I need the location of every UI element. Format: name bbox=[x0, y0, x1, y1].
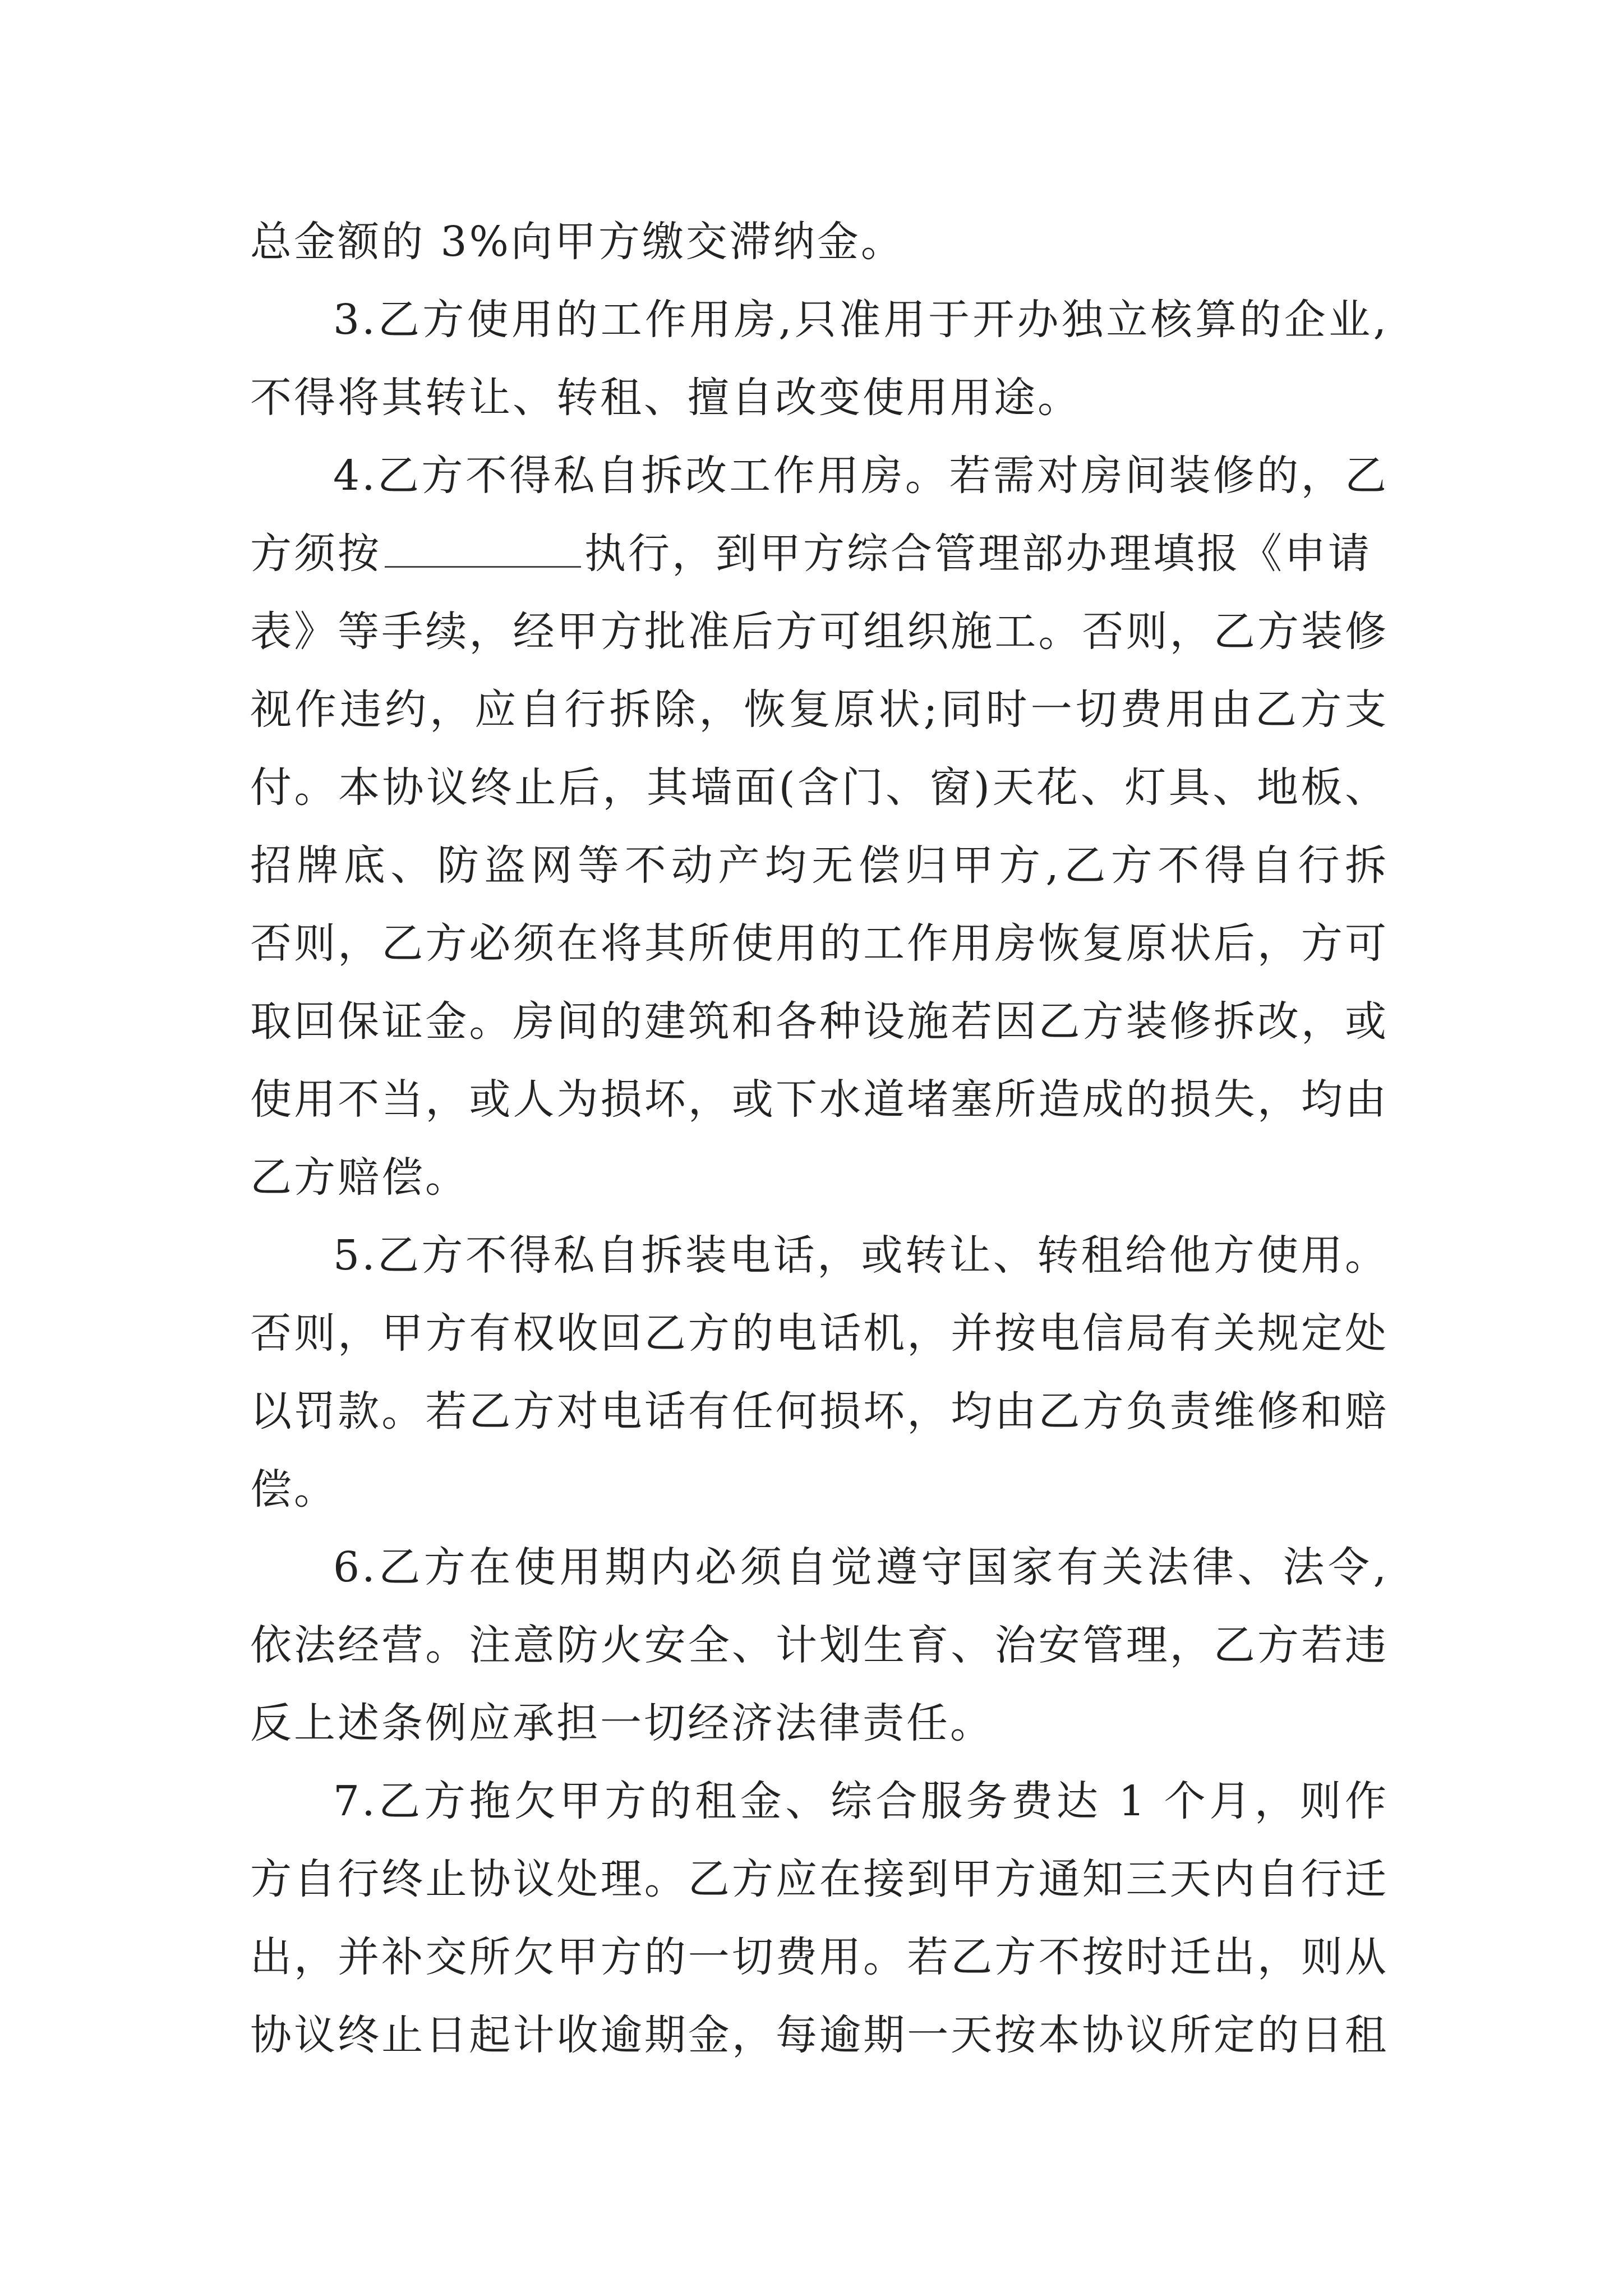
fill-in-blank bbox=[385, 531, 581, 568]
text-line: 协议终止日起计收逾期金，每逾期一天按本协议所定的日租 bbox=[250, 2011, 1389, 2059]
text-line: 反上述条例应承担一切经济法律责任。 bbox=[250, 1699, 994, 1747]
text-line: 视作违约，应自行拆除，恢复原状;同时一切费用由乙方支 bbox=[250, 685, 1389, 734]
text-fragment: 方须按 bbox=[250, 530, 381, 578]
text-line: 以罚款。若乙方对电话有任何损坏，均由乙方负责维修和赔 bbox=[250, 1387, 1389, 1435]
text-line: 招牌底、防盗网等不动产均无偿归甲方,乙方不得自行拆 bbox=[250, 841, 1389, 890]
text-line: 表》等手续，经甲方批准后方可组织施工。否则，乙方装修 bbox=[250, 608, 1389, 656]
clause-4 bbox=[250, 437, 1389, 1217]
text-line: 否则，乙方必须在将其所使用的工作用房恢复原状后，方可 bbox=[250, 919, 1389, 968]
text-line: 取回保证金。房间的建筑和各种设施若因乙方装修拆改，或 bbox=[250, 997, 1389, 1046]
document-body bbox=[250, 203, 1389, 2074]
text-line: 3.乙方使用的工作用房,只准用于开办独立核算的企业, bbox=[333, 296, 1389, 344]
paragraph-continuation bbox=[250, 203, 1389, 281]
clause-6 bbox=[250, 1529, 1389, 1763]
text-line: 出，并补交所欠甲方的一切费用。若乙方不按时迁出，则从 bbox=[250, 1933, 1389, 1981]
text-line: 总金额的 3%向甲方缴交滞纳金。 bbox=[250, 218, 905, 266]
text-line: 偿。 bbox=[250, 1465, 338, 1513]
text-line: 7.乙方拖欠甲方的租金、综合服务费达 1 个月，则作 bbox=[333, 1777, 1389, 1825]
text-line: 6.乙方在使用期内必须自觉遵守国家有关法律、法令, bbox=[333, 1543, 1389, 1591]
text-line: 使用不当，或人为损坏，或下水道堵塞所造成的损失，均由 bbox=[250, 1075, 1389, 1124]
text-fragment: 执行，到甲方综合管理部办理填报《申请 bbox=[584, 530, 1372, 578]
text-line-with-blank bbox=[250, 515, 1389, 593]
text-line: 付。本协议终止后，其墙面(含门、窗)天花、灯具、地板、 bbox=[250, 763, 1389, 812]
clause-7 bbox=[250, 1763, 1389, 2074]
text-line: 乙方赔偿。 bbox=[250, 1153, 469, 1202]
text-line: 否则，甲方有权收回乙方的电话机，并按电信局有关规定处 bbox=[250, 1309, 1389, 1358]
text-line: 不得将其转让、转租、擅自改变使用用途。 bbox=[250, 374, 1081, 422]
text-line: 5.乙方不得私自拆装电话，或转让、转租给他方使用。 bbox=[333, 1231, 1389, 1280]
text-line: 方自行终止协议处理。乙方应在接到甲方通知三天内自行迁 bbox=[250, 1855, 1389, 1903]
clause-5 bbox=[250, 1217, 1389, 1529]
text-line: 依法经营。注意防火安全、计划生育、治安管理，乙方若违 bbox=[250, 1621, 1389, 1669]
clause-3 bbox=[250, 281, 1389, 437]
text-line: 4.乙方不得私自拆改工作用房。若需对房间装修的，乙 bbox=[333, 452, 1389, 500]
